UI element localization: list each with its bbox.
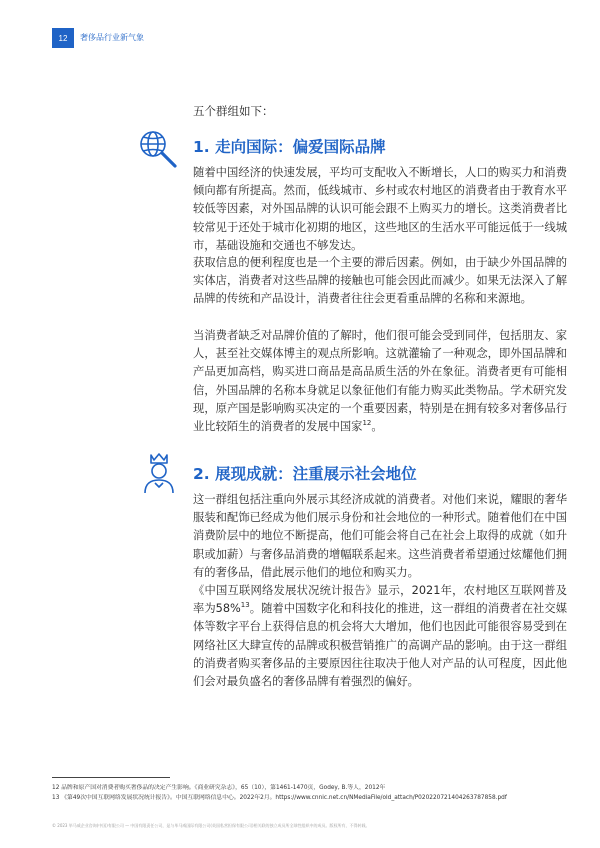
globe-search-icon (136, 127, 180, 171)
crown-person-icon (140, 451, 178, 495)
section-title: 1. 走向国际：偏爱国际品牌 (193, 138, 386, 156)
intro-text: 五个群组如下： (193, 104, 274, 118)
footnote-ref: 12 (362, 419, 372, 428)
section-title: 2. 展现成就：注重展示社会地位 (193, 465, 417, 483)
paragraph: 这一群组包括注重向外展示其经济成就的消费者。对他们来说，耀眼的奢华服装和配饰已经成为他们展示身份和社会地位的一种形式。随着他们在中国消费阶层中的地位不断提高，他们可能会将自己在社会上取得的成就（如升职或加薪）与奢侈品消费的增幅联系起来。这些消费者希望通过炫耀他们拥有的奢侈品，借此展示他们的地位和购买力。 (193, 493, 567, 579)
page-number: 12 (52, 28, 74, 48)
footnote-divider (52, 777, 170, 778)
footnote-ref: 13 (240, 601, 250, 610)
footnote: 13 《第49次中国互联网络发展状况统计报告》。中国互联网络信息中心。2022年2月。https://www.cnnic.net.cn/NMediaFile/old_attach/P020220721404263787858.pdf (52, 795, 507, 801)
footnote: 12 品牌和原产国对消费者购买奢侈品的决定产生影响。《商业研究杂志》，65（10），第1461-1470页，Godey, B.等人，2012年 (52, 785, 386, 791)
paragraph-text: 。随着中国数字化和科技化的推进，这一群组的消费者在社交媒体等数字平台上获得信息的机会将大大增加，他们也因此可能很容易受到在网络社区大肆宣传的品牌或积极营销推广的高调产品的影响。由于这一群组的消费者购买奢侈品的主要原因往往取决于他人对产品的认可程度，因此他们会对最负盛名的奢侈品牌有着强烈的偏好。 (193, 602, 567, 689)
paragraph: 随着中国经济的快速发展，平均可支配收入不断增长，人口的购买力和消费倾向都有所提高。然而，低线城市、乡村或农村地区的消费者由于教育水平较低等因素，对外国品牌的认识可能会跟不上购买力的增长。这类消费者比较常见于还处于城市化初期的地区，这些地区的生活水平可能远低于一线城市，基础设施和交通也不够发达。 (193, 166, 567, 252)
paragraph-text: 《中国互联网络发展状况统计报告》显示，2021年，农村地区互联网普及率为58% (193, 584, 567, 616)
paragraph: 获取信息的便利程度也是一个主要的滞后因素。例如，由于缺少外国品牌的实体店，消费者对这些品牌的接触也可能会因此而减少。如果无法深入了解品牌的传统和产品设计，消费者往往会更看重品牌的名称和来源地。 (193, 256, 567, 306)
paragraph (193, 582, 567, 691)
running-header: 奢侈品行业新气象 (80, 33, 144, 42)
paragraph: 当消费者缺乏对品牌价值的了解时，他们很可能会受到同伴，包括朋友、家人，甚至社交媒体博主的观点所影响。这就灌输了一种观念，即外国品牌和产品更加高档，购买进口商品是高品质生活的外在象征。消费者更有可能相信，外国品牌的名称本身就足以象征他们有能力购买此类物品。学术研究发现，原产国是影响购买决定的一个重要因素，特别是在拥有较多对奢侈品行业比较陌生的消费者的发展中国家$^{12}$。 (193, 329, 567, 434)
copyright-notice: © 2023 毕马威企业咨询(中国)有限公司 — 中国有限责任公司，是与毕马威国际有限公司(英国私营担保有限公司)相关联的独立成员所全球性组织中的成员。版权所有，不得转载。 (52, 823, 370, 828)
paragraph-text: 当消费者缺乏对品牌价值的了解时，他们很可能会受到同伴，包括朋友、家人，甚至社交媒体博主的观点所影响。这就灌输了一种观念，即外国品牌和产品更加高档，购买进口商品是高品质生活的外在象征。消费者更有可能相信，外国品牌的名称本身就足以象征他们有能力购买此类物品。学术研究发现，原产国是影响购买决定的一个重要因素，特别是在拥有较多对奢侈品行业比较陌生的消费者的发展中国家 (193, 329, 567, 434)
